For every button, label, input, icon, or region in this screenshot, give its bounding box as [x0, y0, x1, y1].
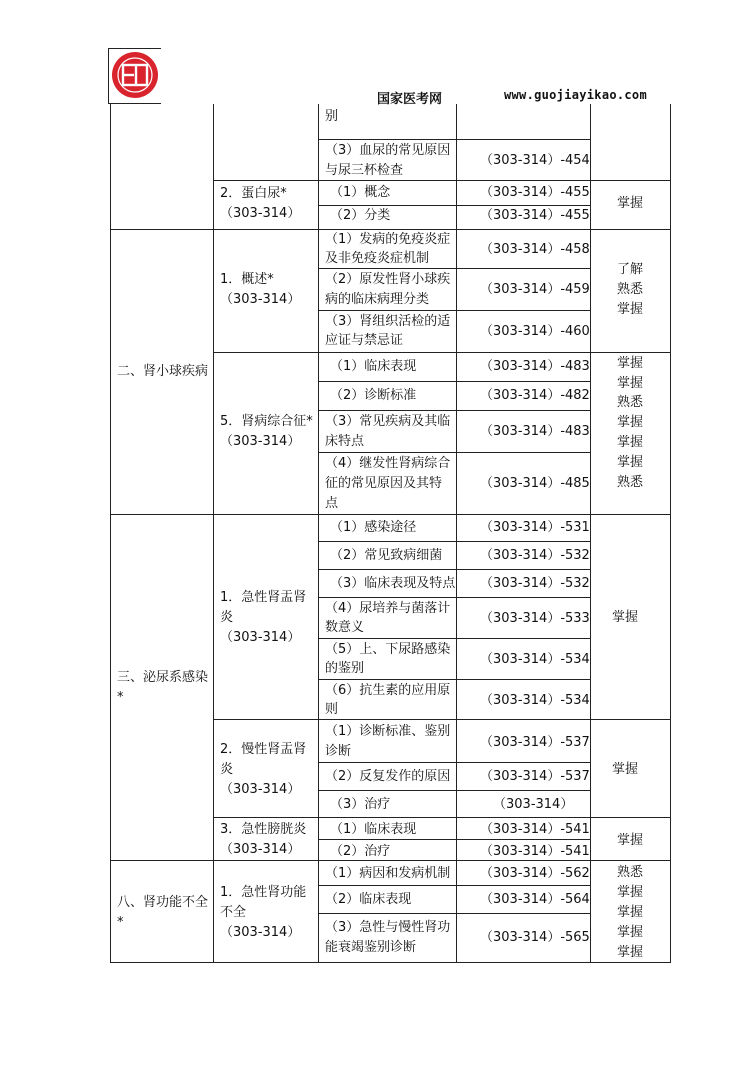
mastery-level: 掌握 — [617, 833, 644, 848]
mastery-level: 掌握 — [617, 302, 644, 317]
mastery-level: 熟悉 — [617, 475, 644, 490]
item-text: （2）反复发作的原因 — [325, 769, 451, 784]
item-text: 征的常见原因及其特 — [325, 476, 443, 491]
topic-title: 2．慢性肾盂肾 — [220, 742, 307, 757]
topic-ref: （303-314） — [220, 782, 301, 797]
ref-code: （303-314）-455 — [480, 208, 590, 223]
item-text: （4）尿培养与菌落计 — [325, 601, 451, 616]
item-text: （2）临床表现 — [325, 892, 412, 907]
ref-code: （303-314）-541 — [480, 844, 590, 859]
topic-title: 2．蛋白尿* — [220, 186, 287, 201]
topic-title: 3．急性膀胱炎 — [220, 822, 307, 837]
ref-code: （303-314）-533 — [480, 611, 590, 626]
topic-ref: （303-314） — [220, 842, 301, 857]
ref-code: （303-314）-460 — [480, 324, 590, 339]
item-text: （1）发病的免疫炎症 — [325, 232, 451, 247]
item-text: （3）治疗 — [330, 797, 391, 812]
ref-code: （303-314）-532 — [480, 576, 590, 591]
item-text: 点 — [325, 496, 339, 511]
item-text: （3）常见疾病及其临 — [325, 414, 451, 429]
item-text: （1）概念 — [330, 185, 391, 200]
item-text: （3）肾组织活检的适 — [325, 314, 451, 329]
ref-code: （303-314）-459 — [480, 282, 590, 297]
item-text: （3）临床表现及特点 — [330, 576, 456, 591]
item-text: 病的临床病理分类 — [325, 292, 430, 307]
topic-ref: （303-314） — [220, 206, 301, 221]
ref-code: （303-314）-531 — [480, 520, 590, 535]
chapter-title: 八、肾功能不全 — [117, 895, 209, 910]
mastery-level: 掌握 — [617, 196, 644, 211]
item-text: 与尿三杯检查 — [325, 163, 404, 178]
item-text: （5）上、下尿路感染 — [325, 642, 451, 657]
mastery-level: 掌握 — [617, 415, 644, 430]
item-text: （6）抗生素的应用原 — [325, 683, 451, 698]
ref-code: （303-314）-534 — [480, 652, 590, 667]
item-text: 及非免疫炎症机制 — [325, 251, 430, 266]
item-text: （2）原发性肾小球疾 — [325, 272, 451, 287]
mastery-level: 掌握 — [612, 762, 639, 777]
item-text: （1）临床表现 — [330, 822, 417, 837]
chapter-title: 三、泌尿系感染 — [117, 670, 209, 685]
topic-ref: （303-314） — [220, 434, 301, 449]
item-text: 数意义 — [325, 620, 365, 635]
item-text: （2）分类 — [330, 208, 391, 223]
site-url[interactable]: www.guojiayikao.com — [504, 88, 647, 102]
ref-code: （303-314）-537 — [480, 735, 590, 750]
site-name: 国家医考网 — [377, 92, 443, 107]
item-text: 应证与禁忌证 — [325, 333, 404, 348]
item-text: （2）治疗 — [330, 844, 391, 859]
ref-code: （303-314）-483 — [480, 359, 590, 374]
item-text: 则 — [325, 702, 339, 717]
ref-code: （303-314）-532 — [480, 548, 590, 563]
item-text: 诊断 — [325, 744, 352, 759]
ref-code: （303-314）-483 — [480, 424, 590, 439]
ref-code: （303-314）-485 — [480, 476, 590, 491]
mastery-level: 掌握 — [617, 905, 644, 920]
item-text: 别 — [325, 109, 339, 124]
ref-code: （303-314）-562 — [480, 866, 590, 881]
item-text: （1）病因和发病机制 — [325, 866, 451, 881]
topic-title: 炎 — [220, 762, 234, 777]
ref-code: （303-314）-455 — [480, 185, 590, 200]
ref-code: （303-314）-454 — [480, 153, 590, 168]
topic-ref: （303-314） — [220, 925, 301, 940]
topic-ref: （303-314） — [220, 292, 301, 307]
eo-logo-icon — [110, 50, 160, 100]
ref-code: （303-314）-537 — [480, 769, 590, 784]
topic-title: 炎 — [220, 610, 234, 625]
ref-code: （303-314） — [493, 797, 574, 812]
chapter-title-mark: * — [117, 915, 124, 930]
item-text: 的鉴别 — [325, 661, 365, 676]
item-text: （1）诊断标准、鉴别 — [325, 724, 451, 739]
ref-code: （303-314）-564 — [480, 892, 590, 907]
item-text: （1）感染途径 — [330, 520, 417, 535]
mastery-level: 掌握 — [617, 435, 644, 450]
mastery-level: 掌握 — [617, 885, 644, 900]
mastery-level: 熟悉 — [617, 282, 644, 297]
ref-code: （303-314）-541 — [480, 822, 590, 837]
mastery-level: 掌握 — [617, 376, 644, 391]
mastery-level: 掌握 — [617, 925, 644, 940]
topic-title: 不全 — [220, 905, 247, 920]
mastery-level: 掌握 — [612, 610, 639, 625]
item-text: （3）急性与慢性肾功 — [325, 920, 451, 935]
topic-title: 1．概述* — [220, 272, 274, 287]
item-text: （4）继发性肾病综合 — [325, 456, 451, 471]
item-text: （1）临床表现 — [330, 359, 417, 374]
topic-ref: （303-314） — [220, 630, 301, 645]
item-text: （3）血尿的常见原因 — [325, 143, 451, 158]
mastery-level: 掌握 — [617, 455, 644, 470]
mastery-level: 熟悉 — [617, 395, 644, 410]
mastery-level: 掌握 — [617, 356, 644, 371]
mastery-level: 掌握 — [617, 945, 644, 960]
item-text: 床特点 — [325, 434, 365, 449]
ref-code: （303-314）-458 — [480, 242, 590, 257]
chapter-title-mark: * — [117, 690, 124, 705]
ref-code: （303-314）-534 — [480, 693, 590, 708]
mastery-level: 熟悉 — [617, 865, 644, 880]
topic-title: 1．急性肾盂肾 — [220, 590, 307, 605]
ref-code: （303-314）-482 — [480, 388, 590, 403]
topic-title: 1．急性肾功能 — [220, 885, 307, 900]
chapter-title: 二、肾小球疾病 — [117, 364, 209, 379]
ref-code: （303-314）-565 — [480, 930, 590, 945]
item-text: （2）诊断标准 — [330, 388, 417, 403]
item-text: （2）常见致病细菌 — [330, 548, 443, 563]
mastery-level: 了解 — [617, 262, 644, 277]
topic-title: 5．肾病综合征* — [220, 414, 313, 429]
item-text: 能衰竭鉴别诊断 — [325, 940, 417, 955]
